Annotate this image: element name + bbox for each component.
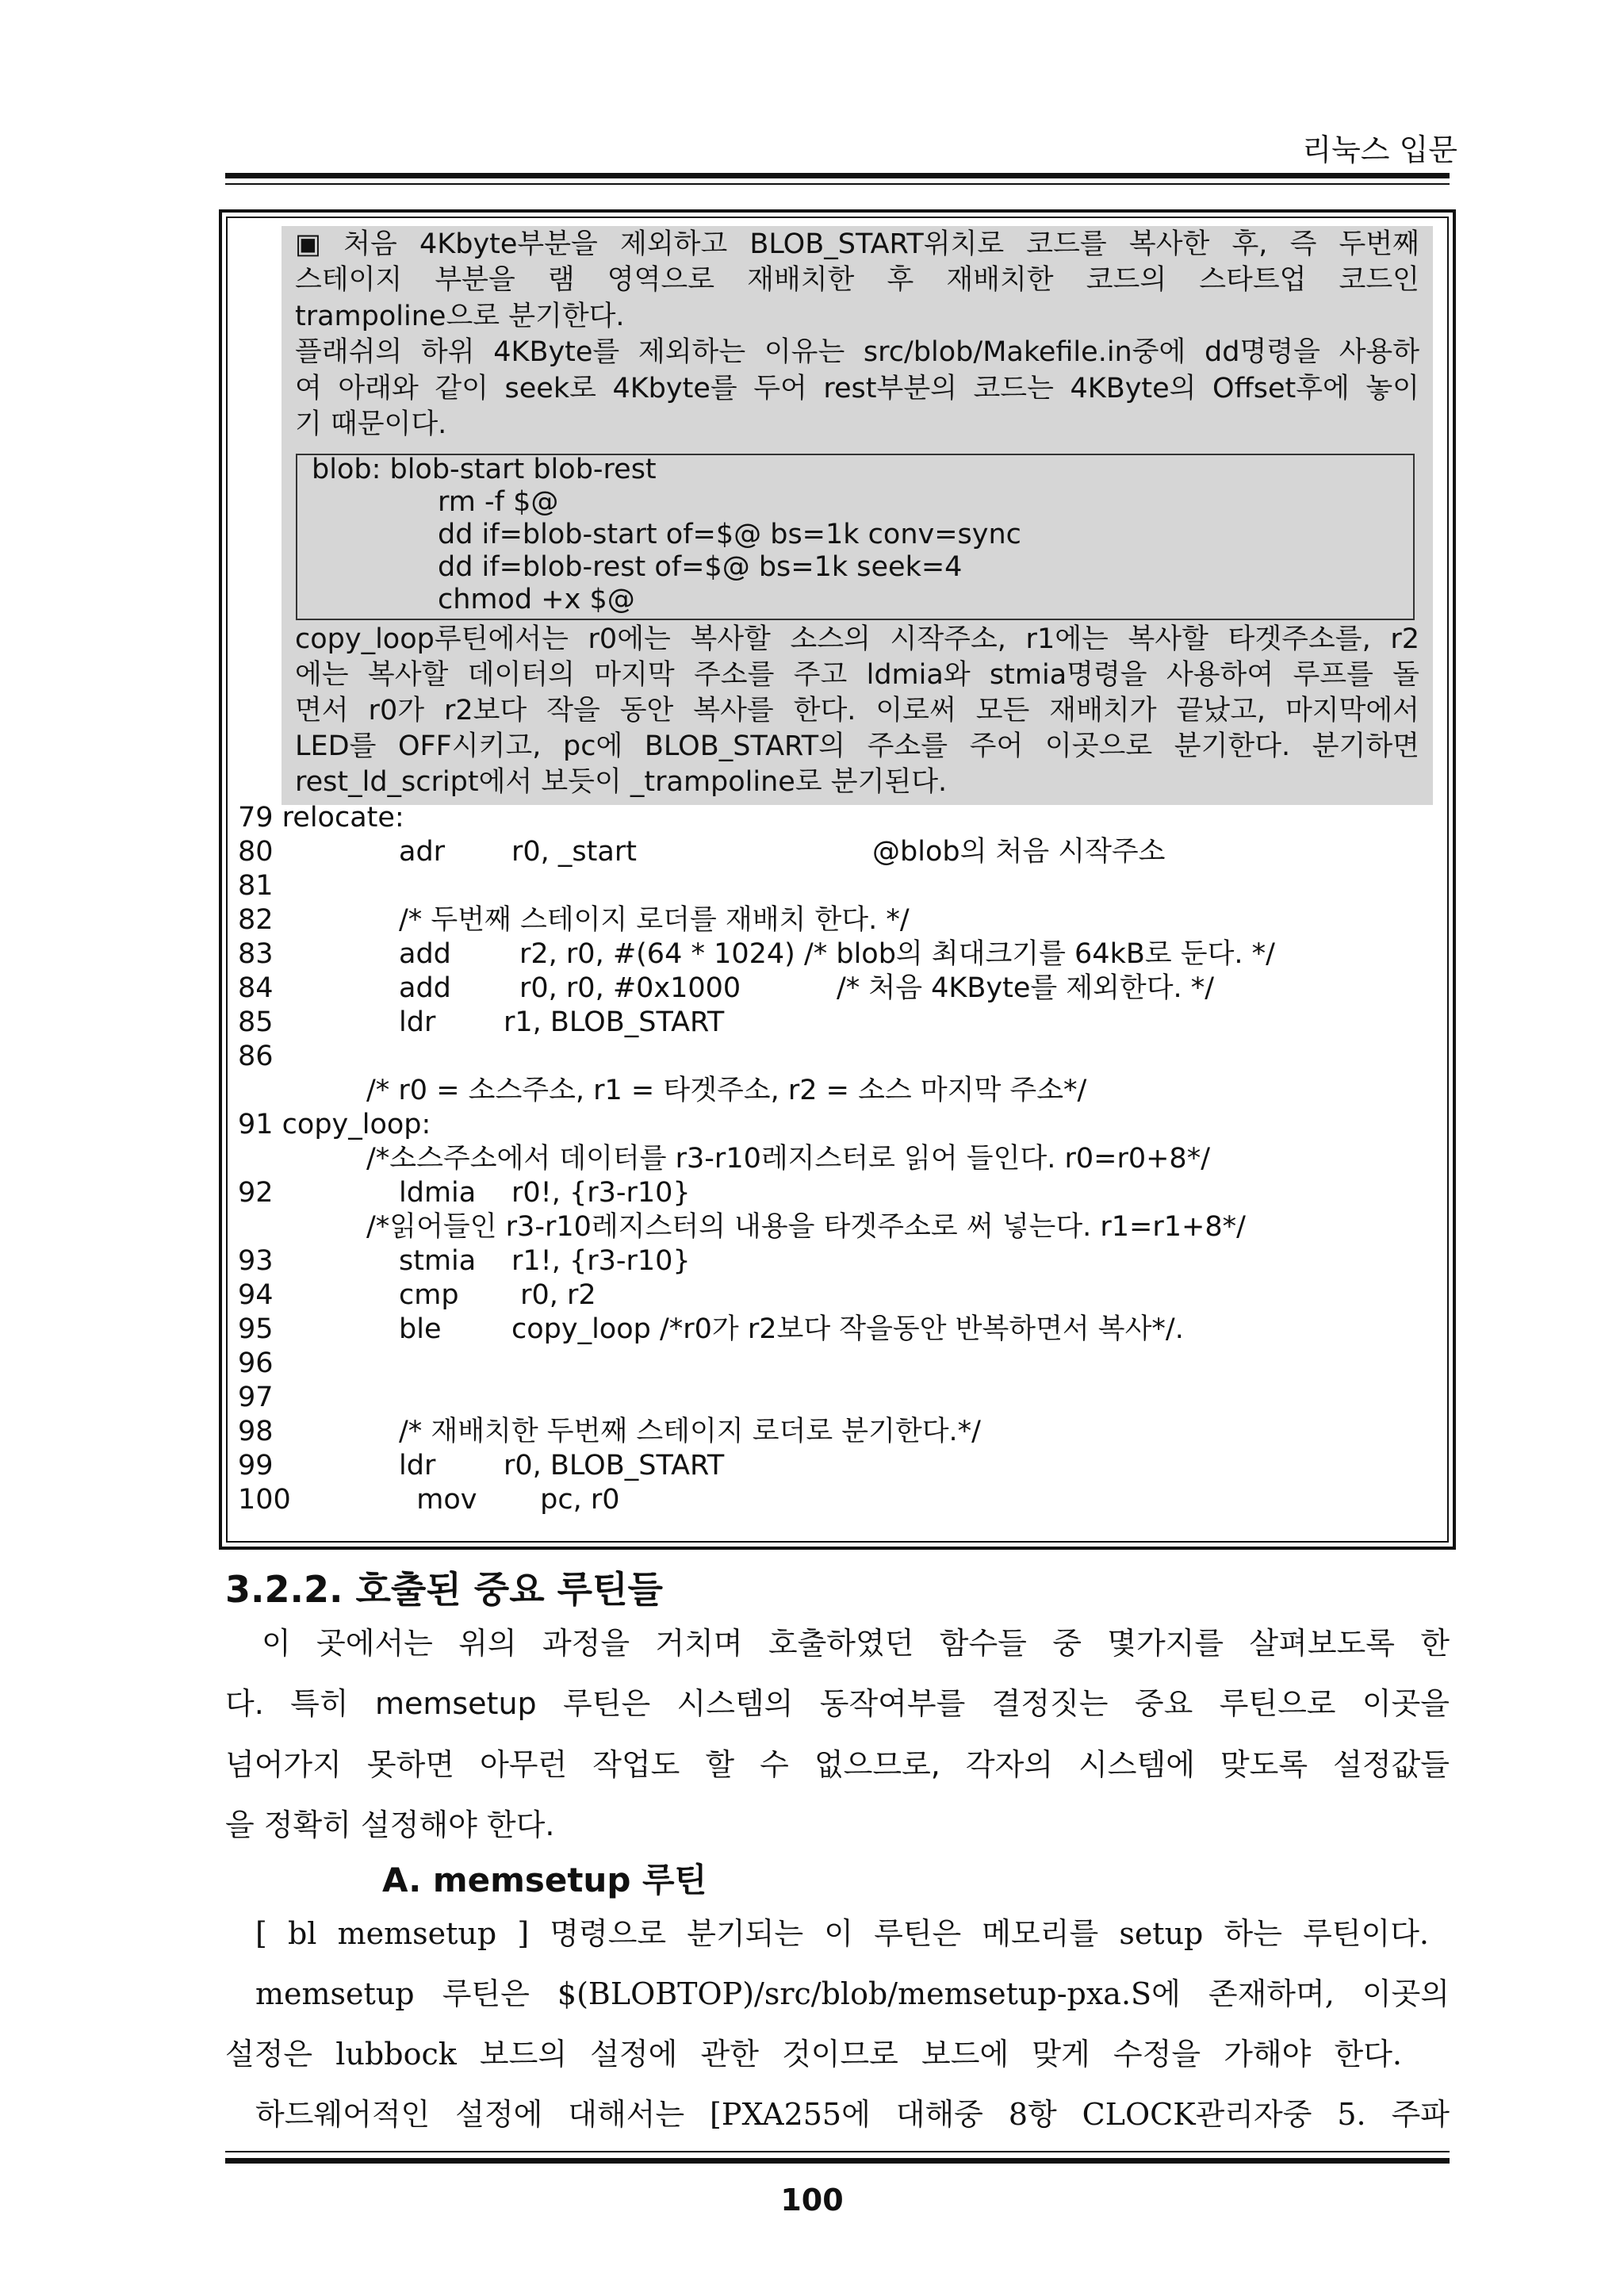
line-number: 83 (238, 938, 274, 970)
makefile-line: dd if=blob-start of=$@ bs=1k conv=sync (438, 519, 1021, 550)
paragraph-line: 이 곳에서는 위의 과정을 거치며 호출하였던 함수들 중 몇가지를 살펴보도록 한 (262, 1626, 1450, 1661)
instruction: ldr (399, 1006, 436, 1038)
instruction: ldr (399, 1450, 436, 1481)
listing-note: /*소스주소에서 데이터를 r3-r10레지스터로 읽어 들인다. r0=r0+8*/ (366, 1143, 1210, 1175)
instruction: add (399, 972, 451, 1004)
comment: /* 처음 4KByte를 제외한다. */ (837, 972, 1215, 1004)
operands: r0, r2 (511, 1279, 596, 1311)
paragraph-line: 다. 특히 memsetup 루틴은 시스템의 동작여부를 결정짓는 중요 루틴으로 이곳을 (225, 1686, 1450, 1721)
explanation-line: LED를 OFF시키고, pc에 BLOB_START의 주소를 주어 이곳으로 분기한다. 분기하면 (295, 730, 1419, 762)
instruction: /* 재배치한 두번째 스테이지 로더로 분기한다.*/ (399, 1416, 981, 1447)
makefile-line: rm -f $@ (438, 486, 559, 518)
instruction: mov (399, 1484, 477, 1516)
paragraph-line: 넘어가지 못하면 아무런 작업도 할 수 없으므로, 각자의 시스템에 맞도록 설정값들 (225, 1747, 1450, 1782)
operands: r1!, {r3-r10} (511, 1245, 691, 1277)
explanation-line: ▣ 처음 4Kbyte부분을 제외하고 BLOB_START위치로 코드를 복사한 후, 즉 두번째 (295, 228, 1419, 260)
makefile-line: blob: blob-start blob-rest (312, 454, 657, 485)
page-number: 100 (780, 2183, 844, 2217)
paragraph-line: 설정은 lubbock 보드의 설정에 관한 것이므로 보드에 맞게 수정을 가해야 한다. (225, 2037, 1402, 2072)
operands: r0!, {r3-r10} (511, 1177, 691, 1209)
paragraph-line: memsetup 루틴은 $(BLOBTOP)/src/blob/memsetup-pxa.S에 존재하며, 이곳의 (255, 1976, 1450, 2011)
line-number: 86 (238, 1041, 274, 1072)
line-number: 95 (238, 1313, 274, 1345)
makefile-line: dd if=blob-rest of=$@ bs=1k seek=4 (438, 551, 963, 583)
paragraph-line: 을 정확히 설정해야 한다. (225, 1807, 555, 1842)
footer-rule-thick (225, 2158, 1450, 2164)
line-number: 99 (238, 1450, 274, 1481)
instruction: cmp (399, 1279, 459, 1311)
operands: r0, BLOB_START (504, 1450, 725, 1481)
line-number: 84 (238, 972, 274, 1004)
line-number: 82 (238, 904, 274, 936)
header-rule-thin (225, 183, 1450, 185)
explanation-line: copy_loop루틴에서는 r0에는 복사할 소스의 시작주소, r1에는 복사할 타겟주소를, r2 (295, 623, 1419, 655)
line-number: 100 (238, 1484, 291, 1516)
explanation-line: 면서 r0가 r2보다 작을 동안 복사를 한다. 이로써 모든 재배치가 끝났고, 마지막에서 (295, 695, 1419, 726)
comment: @blob의 처음 시작주소 (872, 836, 1166, 868)
paragraph-line: [ bl memsetup ] 명령으로 분기되는 이 루틴은 메모리를 setup 하는 루틴이다. (255, 1916, 1429, 1951)
explanation-line: 여 아래와 같이 seek로 4Kbyte를 두어 rest부분의 코드는 4KByte의 Offset후에 놓이 (295, 373, 1419, 404)
line-number: 97 (238, 1382, 274, 1413)
explanation-line: trampoline으로 분기한다. (295, 301, 625, 332)
operands: r2, r0, #(64 * 1024) /* blob의 최대크기를 64kB로 둔다. */ (519, 938, 1275, 970)
line-label: 79 relocate: (238, 802, 404, 834)
explanation-line: 플래쉬의 하위 4KByte를 제외하는 이유는 src/blob/Makefile.in중에 dd명령을 사용하 (295, 336, 1419, 368)
line-number: 92 (238, 1177, 274, 1209)
line-number: 93 (238, 1245, 274, 1277)
line-label: 91 copy_loop: (238, 1109, 431, 1140)
paragraph-line: 하드웨어적인 설정에 대해서는 [PXA255에 대해중 8항 CLOCK관리자중 5. 주파 (255, 2097, 1450, 2132)
listing-note: /* r0 = 소스주소, r1 = 타겟주소, r2 = 소스 마지막 주소*/ (366, 1075, 1087, 1106)
header-rule-thick (225, 173, 1450, 178)
subsection-heading: A. memsetup 루틴 (382, 1861, 707, 1899)
line-number: 81 (238, 870, 274, 902)
footer-rule-thin (225, 2151, 1450, 2152)
explanation-line: 스테이지 부분을 램 영역으로 재배치한 후 재배치한 코드의 스타트업 코드인 (295, 264, 1419, 296)
operands: r0, _start (511, 836, 637, 868)
line-number: 85 (238, 1006, 274, 1038)
line-number: 98 (238, 1416, 274, 1447)
line-number: 94 (238, 1279, 274, 1311)
operands: pc, r0 (531, 1484, 620, 1516)
explanation-line: 에는 복사할 데이터의 마지막 주소를 주고 ldmia와 stmia명령을 사용하여 루프를 돌 (295, 659, 1419, 691)
instruction: adr (399, 836, 446, 868)
instruction: /* 두번째 스테이지 로더를 재배치 한다. */ (399, 904, 910, 936)
running-header: 리눅스 입문 (1302, 132, 1457, 167)
instruction: ldmia (399, 1177, 477, 1209)
operands: r0, r0, #0x1000 (519, 972, 741, 1004)
line-number: 80 (238, 836, 274, 868)
section-heading: 3.2.2. 호출된 중요 루틴들 (225, 1568, 663, 1611)
makefile-line: chmod +x $@ (438, 584, 635, 615)
operands: copy_loop /*r0가 r2보다 작을동안 반복하면서 복사*/. (511, 1313, 1184, 1345)
instruction: add (399, 938, 451, 970)
line-number: 96 (238, 1347, 274, 1379)
listing-note: /*읽어들인 r3-r10레지스터의 내용을 타겟주소로 써 넣는다. r1=r1+8*/ (366, 1211, 1246, 1243)
operands: r1, BLOB_START (504, 1006, 725, 1038)
instruction: stmia (399, 1245, 477, 1277)
explanation-line: 기 때문이다. (295, 408, 447, 440)
instruction: ble (399, 1313, 442, 1345)
explanation-line: rest_ld_script에서 보듯이 _trampoline로 분기된다. (295, 766, 948, 798)
